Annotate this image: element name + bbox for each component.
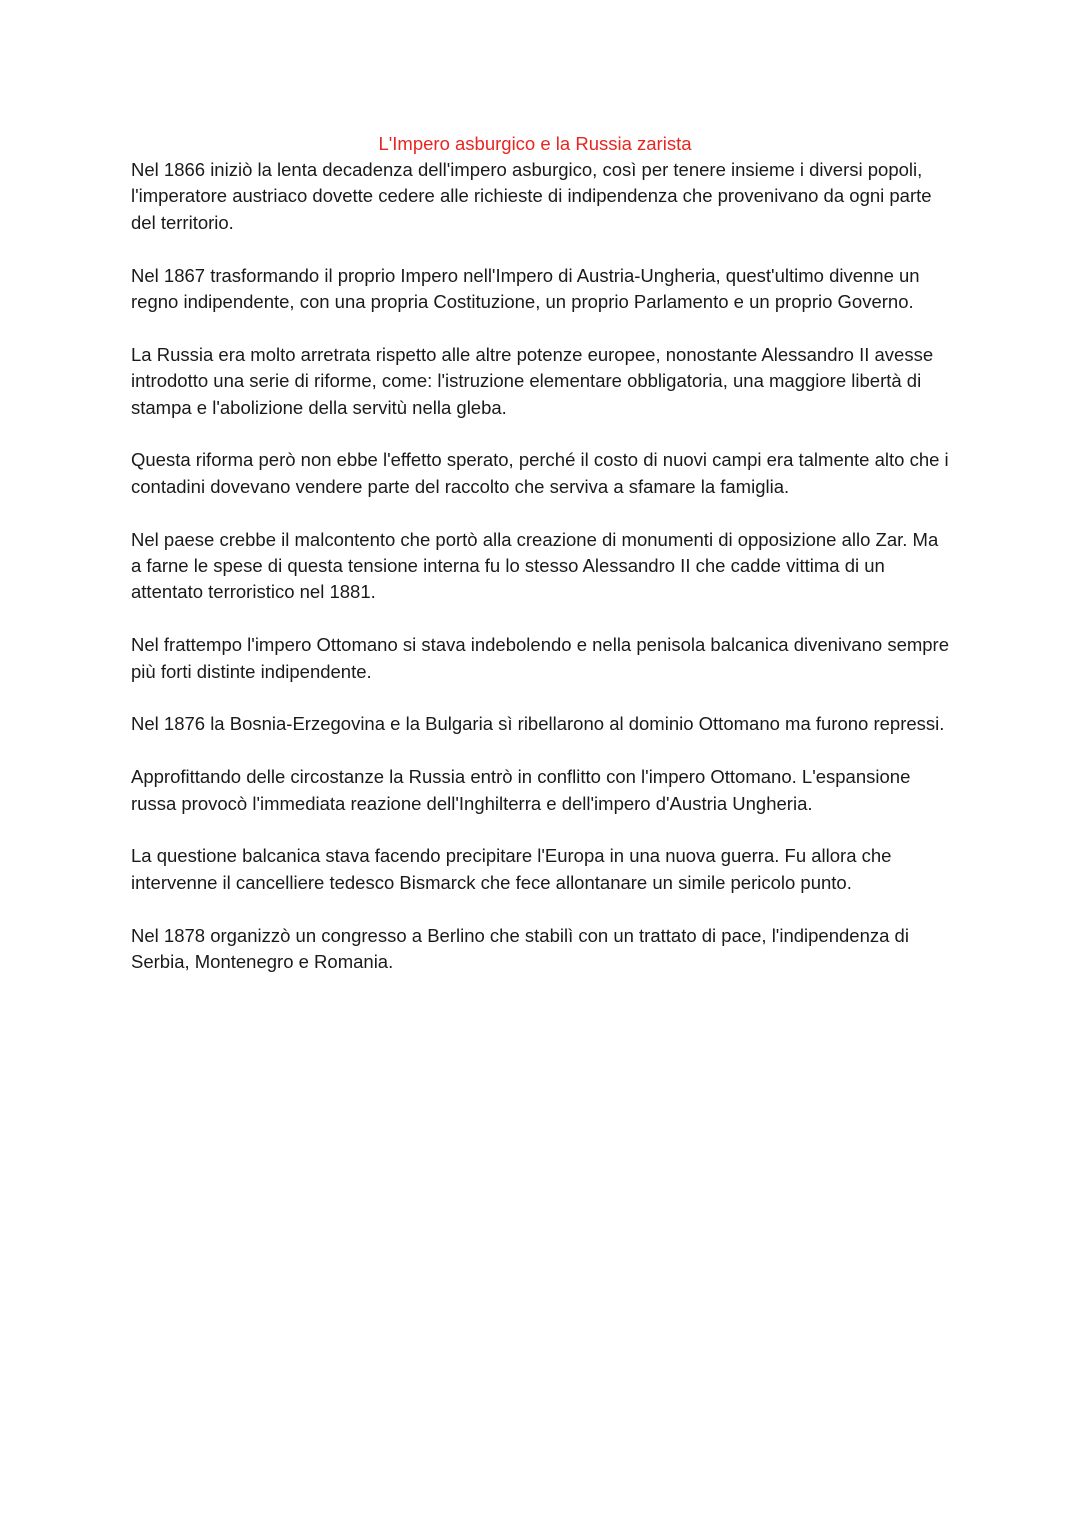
paragraph: Nel frattempo l'impero Ottomano si stava indebolendo e nella penisola balcanica divenivano sempre più forti distinte indipendente. (131, 634, 950, 682)
paragraph: Questa riforma però non ebbe l'effetto sperato, perché il costo di nuovi campi era talmente alto che i contadini dovevano vendere parte del raccolto che serviva a sfamare la famiglia. (131, 449, 949, 497)
paragraph: Nel 1867 trasformando il proprio Impero nell'Impero di Austria-Ungheria, quest'ultimo divenne un regno indipendente, con una propria Costituzione, un proprio Parlamento e un proprio Governo. (131, 264, 920, 313)
paragraph: Approfittando delle circostanze la Russia entrò in conflitto con l'impero Ottomano. L'espansione russa provocò l'immediata reazione dell'Inghilterra e dell'impero d'Austria Ungheria. (131, 766, 911, 814)
paragraph: Nel 1866 iniziò la lenta decadenza dell'impero asburgico, così per tenere insieme i diversi popoli, l'imperatore austriaco dovette cedere alle richieste di indipendenza che provenivano da ogni parte del territorio. (131, 159, 932, 233)
paragraph: Nel paese crebbe il malcontento che portò alla creazione di monumenti di opposizione allo Zar. Ma a farne le spese di questa tensione interna fu lo stesso Alessandro II che cadde vittima di un attentato terroristico nel 1881. (131, 528, 939, 603)
document-title: L'Impero asburgico e la Russia zarista (378, 133, 692, 154)
paragraph: La Russia era molto arretrata rispetto alle altre potenze europee, nonostante Alessandro II avesse introdotto una serie di riforme, come: l'istruzione elementare obbligatoria, una maggiore libertà di stampa e l'abolizione della servitù nella gleba. (131, 343, 934, 418)
paragraph: La questione balcanica stava facendo precipitare l'Europa in una nuova guerra. Fu allora che intervenne il cancelliere tedesco Bismarck che fece allontanare un simile pericolo punto. (131, 845, 892, 893)
document-body (131, 131, 951, 975)
paragraph: Nel 1878 organizzò un congresso a Berlino che stabilì con un trattato di pace, l'indipendenza di Serbia, Montenegro e Romania. (131, 924, 909, 973)
paragraph: Nel 1876 la Bosnia-Erzegovina e la Bulgaria sì ribellarono al dominio Ottomano ma furono repressi. (131, 713, 945, 735)
